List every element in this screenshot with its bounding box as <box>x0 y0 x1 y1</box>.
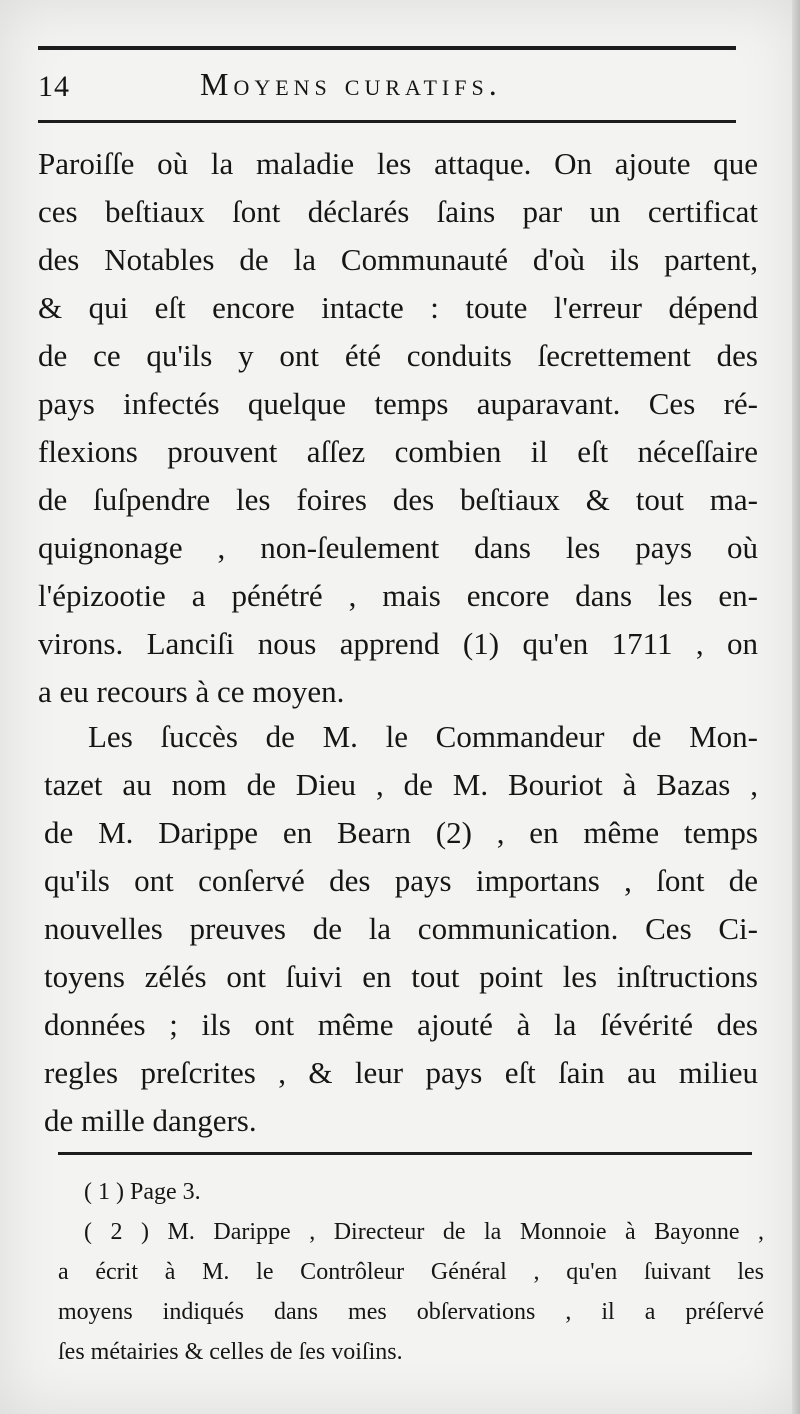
text-line: virons. Lanciſi nous apprend (1) qu'en 1711 , on <box>38 626 758 661</box>
text-line: ces beſtiaux ſont déclarés ſains par un certificat <box>38 194 758 229</box>
footnote-2-line: ſes métairies & celles de ſes voiſins. <box>58 1339 403 1365</box>
text-line: flexions prouvent aſſez combien il eſt néceſſaire <box>38 434 758 469</box>
page-number: 14 <box>38 70 70 103</box>
footnote-2: ( 2 ) M. Darippe , Directeur de la Monnoie à Bayonne , <box>84 1219 764 1245</box>
page-edge-shadow <box>792 0 800 1414</box>
footnote-2-line: moyens indiqués dans mes obſervations , il a préſervé <box>58 1299 764 1325</box>
text-line: de M. Darippe en Bearn (2) , en même temps <box>44 815 758 850</box>
header-bottom-rule <box>38 120 736 123</box>
text-line: quignonage , non-ſeulement dans les pays où <box>38 530 758 565</box>
text-line: nouvelles preuves de la communication. Ces Ci- <box>44 911 758 946</box>
text-line: regles preſcrites , & leur pays eſt ſain au milieu <box>44 1055 758 1090</box>
text-line: tazet au nom de Dieu , de M. Bouriot à Bazas , <box>44 767 758 802</box>
text-line: Paroiſſe où la maladie les attaque. On ajoute que <box>38 146 758 181</box>
footnotes <box>58 1172 764 1372</box>
footnote-rule <box>58 1152 752 1155</box>
text-line: de ce qu'ils y ont été conduits ſecrettement des <box>38 338 758 373</box>
text-line: Les ſuccès de M. le Commandeur de Mon- <box>88 719 758 754</box>
text-line: de ſuſpendre les foires des beſtiaux & tout ma- <box>38 482 758 517</box>
text-line: de mille dangers. <box>44 1103 257 1138</box>
text-line: l'épizootie a pénétré , mais encore dans les en- <box>38 578 758 613</box>
text-line: pays infectés quelque temps auparavant. Ces ré- <box>38 386 758 421</box>
footnote-2-line: a écrit à M. le Contrôleur Général , qu'en ſuivant les <box>58 1259 764 1285</box>
text-line: & qui eſt encore intacte : toute l'erreur dépend <box>38 290 758 325</box>
running-title: Moyens curatifs. <box>200 66 502 102</box>
text-line: données ; ils ont même ajouté à la ſévérité des <box>44 1007 758 1042</box>
header-top-rule <box>38 46 736 50</box>
text-line: toyens zélés ont ſuivi en tout point les inſtructions <box>44 959 758 994</box>
text-line: des Notables de la Communauté d'où ils partent, <box>38 242 758 277</box>
paragraph-1 <box>38 140 758 716</box>
footnote-1: ( 1 ) Page 3. <box>84 1179 201 1205</box>
text-line: qu'ils ont conſervé des pays importans , ſont de <box>44 863 758 898</box>
paragraph-2 <box>44 713 758 1145</box>
text-line: a eu recours à ce moyen. <box>38 674 345 709</box>
running-header <box>38 66 736 110</box>
